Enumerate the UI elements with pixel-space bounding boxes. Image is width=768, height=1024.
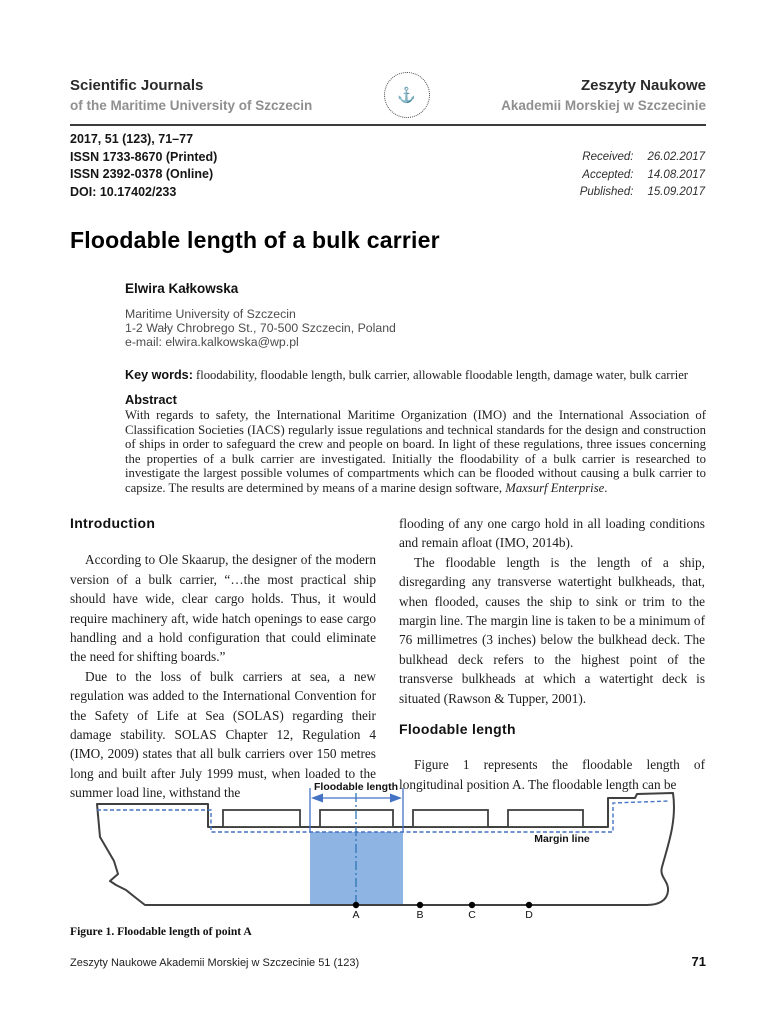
introduction-paragraph-2: Due to the loss of bulk carriers at sea, a new regulation was added to the International Convention for the Safety of Life at Sea (SOLAS) regarding their damage stability. SOLAS Chapter 12, Regulation 4 (IMO, 2009) states that all bulk carriers over 150 metres long and built after July 1999 must, when loaded to the summer load line, withstand the [70, 668, 376, 801]
author-name: Elwira Kałkowska [125, 281, 239, 296]
received-label: Received: [582, 151, 634, 163]
article-dates [580, 149, 705, 202]
margin-line-label: Margin line [534, 833, 590, 845]
journal-header-left [70, 76, 312, 116]
point-c-dot [469, 902, 475, 908]
arrowhead-right-icon [390, 794, 402, 803]
abstract-text [125, 408, 706, 495]
figure-1-caption: Figure 1. Floodable length of point A [70, 925, 252, 938]
hatch-coaming-4 [508, 810, 583, 827]
introduction-heading: Introduction [70, 515, 156, 531]
footer-journal-line: Zeszyty Naukowe Akademii Morskiej w Szczecinie 51 (123) [70, 957, 360, 969]
abstract-heading: Abstract [125, 392, 177, 407]
point-a-dot [353, 902, 359, 908]
author-affiliation: Maritime University of Szczecin [125, 307, 296, 321]
station-point-labels [352, 909, 533, 921]
journal-title-en: Scientific Journals [70, 77, 204, 94]
issn-print: ISSN 1733-8670 (Printed) [70, 149, 218, 164]
right-column-paragraph-1: flooding of any one cargo hold in all loading conditions and remain afloat (IMO, 2014b). [399, 516, 705, 551]
author-address: 1-2 Wały Chrobrego St., 70-500 Szczecin, Poland [125, 321, 396, 336]
keywords-line [125, 368, 706, 383]
published-row [580, 184, 705, 202]
right-column-paragraph-2: The floodable length is the length of a ship, disregarding any transverse watertight bulkheads, that, when flooded, causes the ship to sink or trim to the margin line. The margin line is taken to be a minimum of 76 millimetres (3 inches) below the bulkhead deck. The bulkhead deck refers to the highest point of the transverse bulkheads at which a watertight deck is situated (Rawson & Tupper, 2001). [399, 554, 705, 706]
body-column-left [70, 514, 376, 803]
issn-online: ISSN 2392-0378 (Online) [70, 167, 214, 181]
accepted-date: 14.08.2017 [647, 168, 705, 181]
figure-1-ship-diagram [70, 781, 706, 921]
publication-info [70, 131, 217, 201]
published-label: Published: [579, 186, 634, 198]
accepted-row [580, 167, 705, 185]
floodable-length-diagram [70, 781, 706, 921]
point-d-label: D [525, 909, 533, 921]
keywords-label: Key words: [125, 368, 193, 382]
introduction-paragraph-1: According to Ole Skaarup, the designer of the modern version of a bulk carrier, “…the most practical ship should have wide, clear cargo holds. Thus, it would require machinery aft, wide hatch openings to ease cargo handling and a hold configuration that could eliminate the need for shifting boards.” [70, 552, 376, 665]
anchor-icon: ⚓ [397, 87, 417, 104]
page-footer [70, 954, 706, 969]
hatch-coaming-1 [223, 810, 300, 827]
point-b-label: B [416, 909, 424, 921]
issue-line: 2017, 51 (123), 71–77 [70, 132, 194, 146]
dimension-label: Floodable length [314, 781, 398, 793]
point-c-label: C [468, 909, 476, 921]
published-date: 15.09.2017 [647, 186, 705, 198]
page-number: 71 [691, 954, 706, 969]
journal-header-right [501, 76, 706, 116]
journal-subtitle-en: of the Maritime University of Szczecin [70, 98, 313, 113]
author-block [125, 281, 396, 350]
article-title: Floodable length of a bulk carrier [70, 227, 440, 253]
journal-title-pl: Zeszyty Naukowe [580, 77, 706, 94]
hatch-coaming-3 [413, 810, 488, 827]
university-seal-logo [384, 72, 430, 118]
received-row [580, 149, 705, 167]
arrowhead-left-icon [311, 794, 323, 803]
abstract-software-name: Maxsurf Enterprise [505, 480, 605, 495]
doi: DOI: 10.17402/233 [70, 184, 177, 199]
journal-header [70, 76, 706, 126]
accepted-label: Accepted: [582, 168, 634, 181]
floodable-length-heading: Floodable length [399, 721, 516, 738]
point-b-dot [417, 902, 423, 908]
journal-subtitle-pl: Akademii Morskiej w Szczecinie [501, 98, 706, 113]
received-date: 26.02.2017 [647, 151, 705, 163]
author-email: e-mail: elwira.kalkowska@wp.pl [125, 335, 299, 350]
floodable-length-paragraph-1: Figure 1 represents the floodable length of longitudinal position A. The floodable length can be [399, 757, 705, 792]
keywords-text: floodability, floodable length, bulk carrier, allowable floodable length, damage water, bulk carrier [192, 368, 688, 382]
abstract-period: . [604, 480, 608, 495]
article-meta [125, 368, 706, 495]
point-d-dot [526, 902, 532, 908]
point-a-label: A [352, 909, 360, 921]
abstract-body: With regards to safety, the International Maritime Organization (IMO) and the International Association of Classification Societies (IACS) regularly issue regulations and technical standards for the design and construction of ships in order to safeguard the crew and people on board. In light of these regulations, three issues concerning the properties of a bulk carrier are investigated. Initially the floodability of a bulk carrier is researched to investigate the largest possible volumes of compartments which can be flooded without causing a bulk carrier to capsize. The results are determined by means of a marine design software, [125, 408, 706, 495]
body-column-right [399, 514, 705, 794]
